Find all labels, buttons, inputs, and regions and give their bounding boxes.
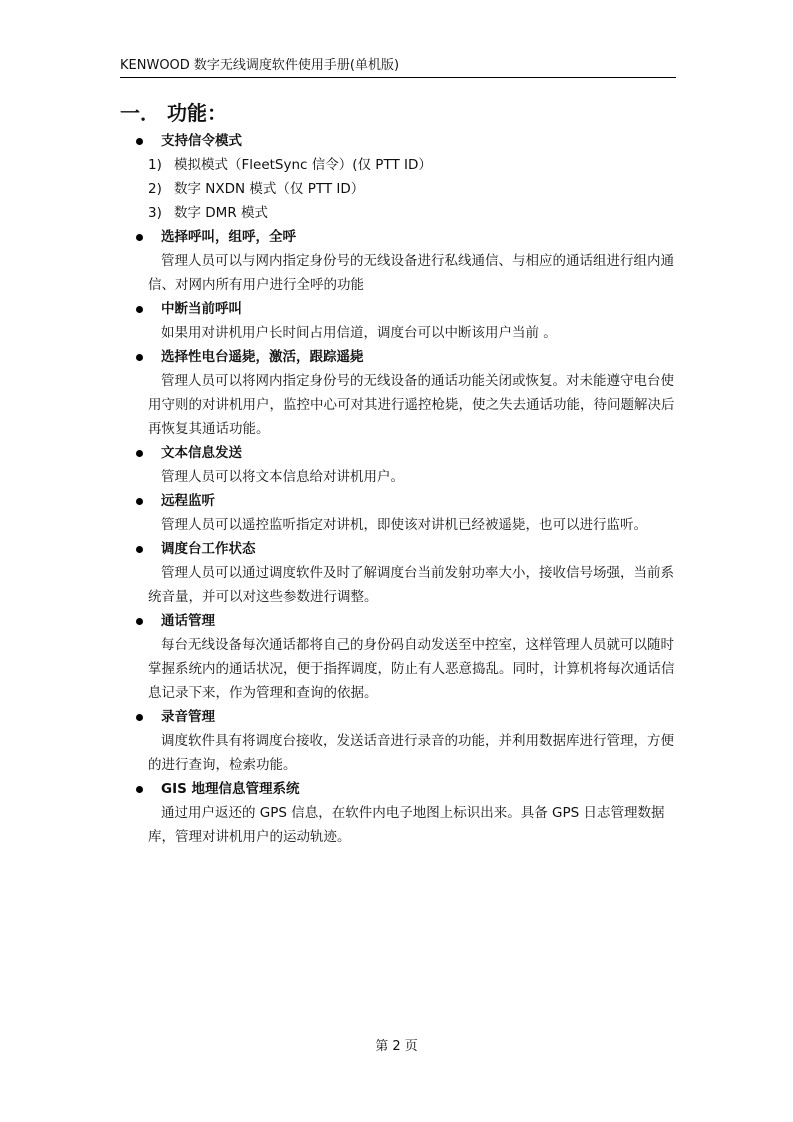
feature-item-title: 文本信息发送 xyxy=(120,441,676,465)
bullet-icon xyxy=(136,138,143,145)
feature-description: 管理人员可以通过调度软件及时了解调度台当前发射功率大小，接收信号场强，当前系统音量，并可以对这些参数进行调整。 xyxy=(148,565,674,605)
bullet-icon xyxy=(136,234,143,241)
feature-item-title: GIS 地理信息管理系统 xyxy=(120,777,676,801)
feature-description: 通过用户返还的 GPS 信息，在软件内电子地图上标识出来。具备 GPS 日志管理数据库，管理对讲机用户的运动轨迹。 xyxy=(148,805,665,845)
feature-item-title: 调度台工作状态 xyxy=(120,537,676,561)
bullet-icon xyxy=(136,498,143,505)
bullet-icon xyxy=(136,306,143,313)
bullet-icon xyxy=(136,786,143,793)
feature-description: 管理人员可以将文本信息给对讲机用户。 xyxy=(161,469,404,485)
header-title: KENWOOD 数字无线调度软件使用手册(单机版) xyxy=(120,58,400,73)
page-header xyxy=(120,58,676,78)
page-number: 第 2 页 xyxy=(375,1039,418,1054)
signaling-mode-item: 2) 数字 NXDN 模式（仅 PTT ID） xyxy=(148,181,365,197)
feature-description: 如果用对讲机用户长时间占用信道，调度台可以中断该用户当前 。 xyxy=(161,325,557,341)
bullet-icon xyxy=(136,450,143,457)
feature-item-title: 远程监听 xyxy=(120,489,676,513)
feature-item-title: 选择呼叫，组呼，全呼 xyxy=(120,225,676,249)
feature-description: 调度软件具有将调度台接收，发送话音进行录音的功能，并利用数据库进行管理，方便的进行查询，检索功能。 xyxy=(148,733,674,773)
bullet-icon xyxy=(136,618,143,625)
feature-item-title: 录音管理 xyxy=(120,705,676,729)
feature-description: 每台无线设备每次通话都将自己的身份码自动发送至中控室，这样管理人员就可以随时掌握系统内的通话状况，便于指挥调度，防止有人恶意捣乱。同时，计算机将每次通话信息记录下来，作为管理和查询的依据。 xyxy=(148,637,675,701)
signaling-mode-item: 3) 数字 DMR 模式 xyxy=(148,205,269,221)
section-title: 一． 功能： xyxy=(120,101,227,125)
signaling-mode-item: 1) 模拟模式（FleetSync 信令）(仅 PTT ID） xyxy=(148,157,432,173)
feature-description: 管理人员可以遥控监听指定对讲机，即使该对讲机已经被遥毙，也可以进行监听。 xyxy=(161,517,647,533)
feature-description: 管理人员可以与网内指定身份号的无线设备进行私线通信、与相应的通话组进行组内通信、对网内所有用户进行全呼的功能 xyxy=(148,253,674,293)
bullet-icon xyxy=(136,354,143,361)
feature-item-title: 通话管理 xyxy=(120,609,676,633)
bullet-icon xyxy=(136,714,143,721)
feature-list xyxy=(120,129,676,849)
feature-item-title: 支持信令模式 xyxy=(120,129,676,153)
feature-description: 管理人员可以将网内指定身份号的无线设备的通话功能关闭或恢复。对未能遵守电台使用守则的对讲机用户，监控中心可对其进行遥控枪毙，使之失去通话功能，待问题解决后再恢复其通话功能。 xyxy=(148,373,675,437)
feature-item-title: 选择性电台遥毙，激活，跟踪遥毙 xyxy=(120,345,676,369)
feature-item-title: 中断当前呼叫 xyxy=(120,297,676,321)
bullet-icon xyxy=(136,546,143,553)
